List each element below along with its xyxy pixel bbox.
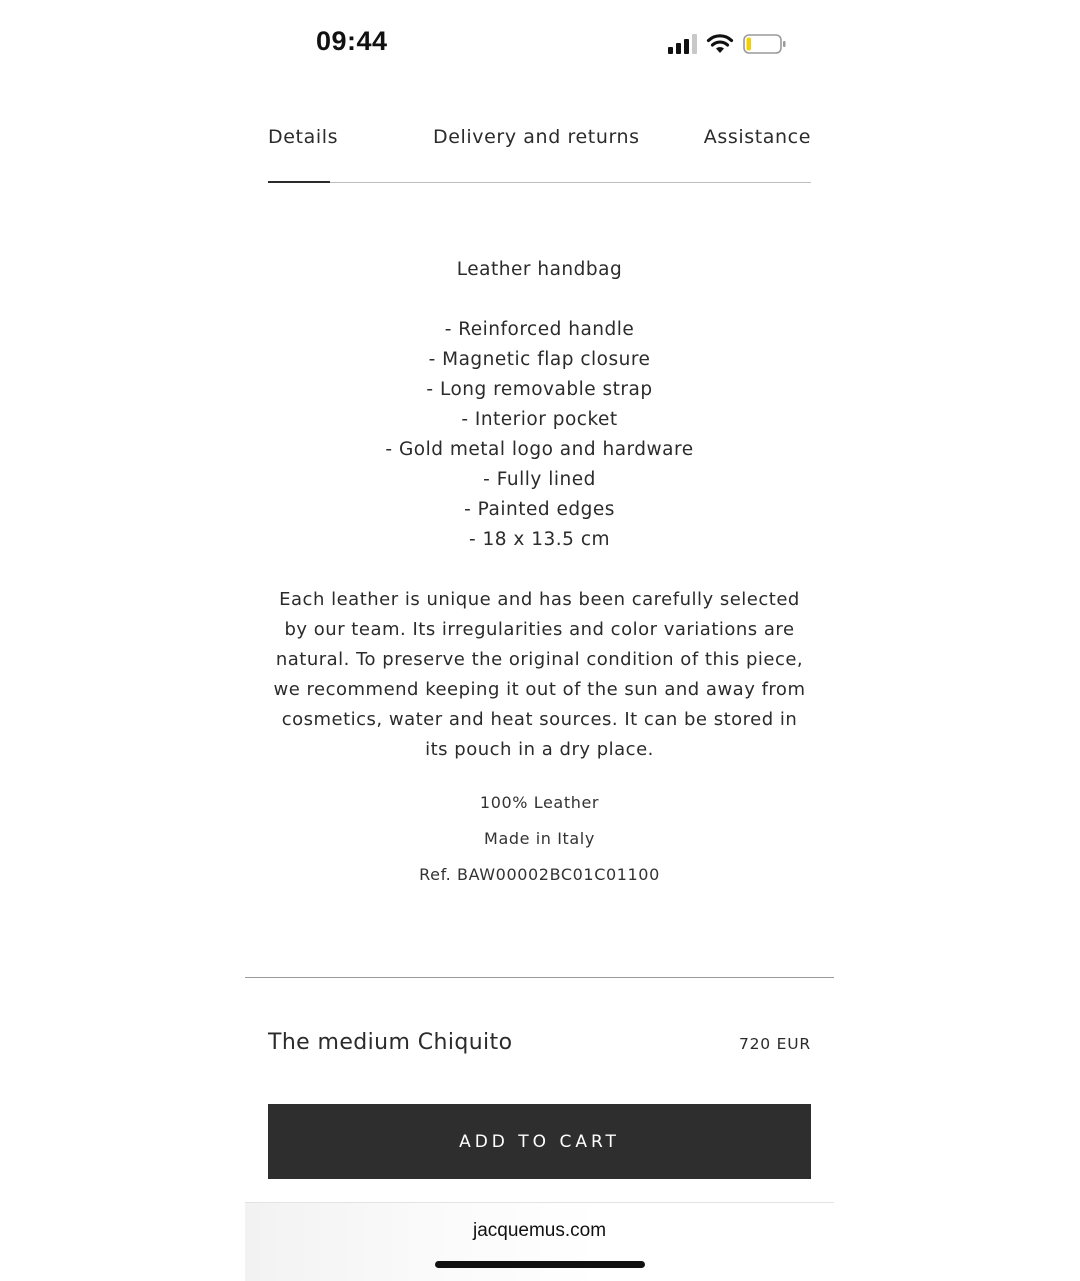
- list-item: - Painted edges: [464, 499, 615, 520]
- list-item: - Interior pocket: [461, 409, 618, 430]
- url-label[interactable]: jacquemus.com: [472, 1220, 607, 1241]
- home-indicator[interactable]: [435, 1261, 645, 1268]
- care-instructions: Each leather is unique and has been carefully selected by our team. Its irregularities and color variations are natural. To preserve the original condition of this piece, we recommend keeping it out of the sun and away from cosmetics, water and heat sources. It can be stored in its pouch in a dry place.: [273, 589, 806, 760]
- section-divider: [245, 977, 834, 978]
- product-meta: [268, 785, 811, 893]
- feature-list: [268, 315, 811, 555]
- list-item: - Fully lined: [483, 469, 596, 490]
- product-details: [268, 255, 811, 765]
- browser-address-bar[interactable]: [245, 1202, 834, 1281]
- list-item: - Magnetic flap closure: [428, 349, 651, 370]
- list-item: - 18 x 13.5 cm: [468, 529, 611, 550]
- tab-assistance[interactable]: Assistance: [703, 126, 811, 148]
- list-item: - Reinforced handle: [444, 319, 635, 340]
- reference-number: Ref. BAW00002BC01C01100: [419, 865, 660, 884]
- list-item: - Gold metal logo and hardware: [385, 439, 694, 460]
- tab-details[interactable]: Details: [268, 126, 339, 148]
- status-time: 09:44: [316, 26, 388, 56]
- wifi-icon: [706, 32, 734, 54]
- add-to-cart-button[interactable]: ADD TO CART: [268, 1104, 811, 1179]
- list-item: - Long removable strap: [426, 379, 653, 400]
- cellular-signal-icon: [668, 34, 698, 54]
- origin: Made in Italy: [484, 829, 595, 848]
- details-title: Leather handbag: [456, 259, 623, 280]
- product-price: 720 EUR: [738, 1035, 811, 1053]
- product-name: The medium Chiquito: [268, 1030, 513, 1055]
- phone-screen: [245, 0, 834, 1280]
- battery-low-icon: [743, 33, 787, 55]
- info-tabs: [268, 110, 811, 183]
- tab-delivery-and-returns[interactable]: Delivery and returns: [433, 126, 640, 148]
- composition: 100% Leather: [479, 793, 600, 812]
- active-tab-indicator: [268, 181, 330, 183]
